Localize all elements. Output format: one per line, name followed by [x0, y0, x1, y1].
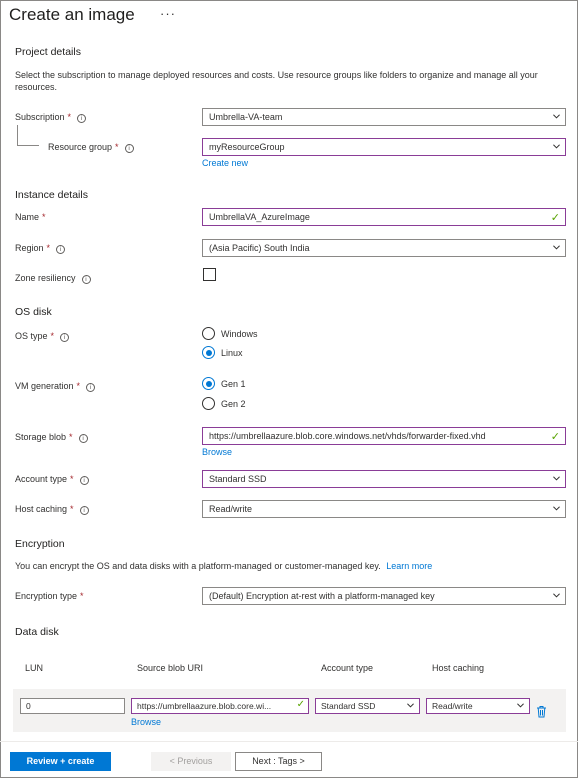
storage-blob-browse-link[interactable]: Browse	[202, 447, 233, 457]
checkmark-icon: ✓	[550, 212, 560, 224]
page-title: Create an image	[9, 5, 135, 24]
checkmark-icon: ✓	[296, 699, 305, 710]
column-header-source-blob: Source blob URI	[137, 663, 204, 673]
project-details-heading: Project details	[15, 46, 81, 58]
resource-group-select[interactable]: myResourceGroup	[202, 138, 566, 156]
chevron-down-icon	[553, 592, 560, 599]
info-icon[interactable]: i	[125, 144, 134, 153]
chevron-down-icon	[553, 475, 560, 482]
chevron-down-icon	[553, 244, 560, 251]
storage-blob-input[interactable]: https://umbrellaazure.blob.core.windows.net/vhds/forwarder-fixed.vhd ✓	[202, 427, 566, 445]
info-icon[interactable]: i	[80, 476, 89, 485]
learn-more-link[interactable]: Learn more	[386, 561, 433, 571]
account-type-label: Account type * i	[15, 474, 89, 485]
data-disk-host-caching-select[interactable]: Read/write	[426, 698, 530, 714]
chevron-down-icon	[553, 113, 560, 120]
review-create-button[interactable]: Review + create	[10, 752, 111, 771]
more-options-button[interactable]: ···	[160, 6, 176, 21]
info-icon[interactable]: i	[60, 333, 69, 342]
chevron-down-icon	[517, 702, 524, 709]
info-icon[interactable]: i	[79, 434, 88, 443]
host-caching-label: Host caching * i	[15, 504, 89, 515]
chevron-down-icon	[553, 143, 560, 150]
info-icon[interactable]: i	[77, 114, 86, 123]
source-blob-input[interactable]: https://umbrellaazure.blob.core.wi... ✓	[131, 698, 309, 714]
data-disk-heading: Data disk	[15, 626, 59, 638]
radio-button[interactable]	[202, 397, 215, 410]
vm-gen2-radio[interactable]: Gen 2	[202, 397, 246, 410]
instance-details-heading: Instance details	[15, 189, 88, 201]
info-icon[interactable]: i	[82, 275, 91, 284]
host-caching-select[interactable]: Read/write	[202, 500, 566, 518]
vm-gen1-radio[interactable]: Gen 1	[202, 377, 246, 390]
encryption-type-label: Encryption type *	[15, 591, 84, 601]
footer-divider	[0, 741, 578, 742]
vm-generation-label: VM generation * i	[15, 381, 95, 392]
region-select[interactable]: (Asia Pacific) South India	[202, 239, 566, 257]
info-icon[interactable]: i	[86, 383, 95, 392]
account-type-select[interactable]: Standard SSD	[202, 470, 566, 488]
resource-group-label: Resource group * i	[48, 142, 134, 153]
name-label: Name *	[15, 212, 46, 222]
os-disk-heading: OS disk	[15, 306, 52, 318]
project-details-description: Select the subscription to manage deployed resources and costs. Use resource groups like folders to organize and manage all your resources.	[15, 70, 538, 92]
create-new-link[interactable]: Create new	[202, 158, 249, 168]
radio-button-selected[interactable]	[202, 377, 215, 390]
subscription-label: Subscription * i	[15, 112, 86, 123]
os-type-windows-radio[interactable]: Windows	[202, 327, 258, 340]
previous-button[interactable]: < Previous	[151, 752, 231, 771]
encryption-heading: Encryption	[15, 538, 65, 550]
checkmark-icon: ✓	[550, 431, 560, 443]
next-tags-button[interactable]: Next : Tags >	[235, 752, 322, 771]
column-header-account-type: Account type	[321, 663, 374, 673]
region-label: Region * i	[15, 243, 65, 254]
tree-connector	[17, 145, 39, 146]
data-disk-account-type-select[interactable]: Standard SSD	[315, 698, 420, 714]
os-type-linux-radio[interactable]: Linux	[202, 346, 243, 359]
tree-connector	[17, 125, 18, 145]
name-input[interactable]: UmbrellaVA_AzureImage ✓	[202, 208, 566, 226]
info-icon[interactable]: i	[56, 245, 65, 254]
zone-resiliency-checkbox[interactable]	[203, 268, 216, 281]
radio-button[interactable]	[202, 327, 215, 340]
os-type-label: OS type * i	[15, 331, 69, 342]
encryption-type-select[interactable]: (Default) Encryption at-rest with a platform-managed key	[202, 587, 566, 605]
data-disk-browse-link[interactable]: Browse	[131, 717, 162, 727]
subscription-select[interactable]: Umbrella-VA-team	[202, 108, 566, 126]
chevron-down-icon	[407, 702, 414, 709]
radio-button-selected[interactable]	[202, 346, 215, 359]
storage-blob-label: Storage blob * i	[15, 432, 88, 443]
info-icon[interactable]: i	[80, 506, 89, 515]
column-header-host-caching: Host caching	[432, 663, 485, 673]
zone-resiliency-label: Zone resiliency i	[15, 273, 91, 284]
column-header-lun: LUN	[25, 663, 44, 673]
lun-input[interactable]: 0	[20, 698, 125, 714]
chevron-down-icon	[553, 505, 560, 512]
encryption-description: You can encrypt the OS and data disks with a platform-managed or customer-managed key. Learn more	[15, 561, 433, 571]
delete-icon[interactable]	[536, 705, 547, 718]
